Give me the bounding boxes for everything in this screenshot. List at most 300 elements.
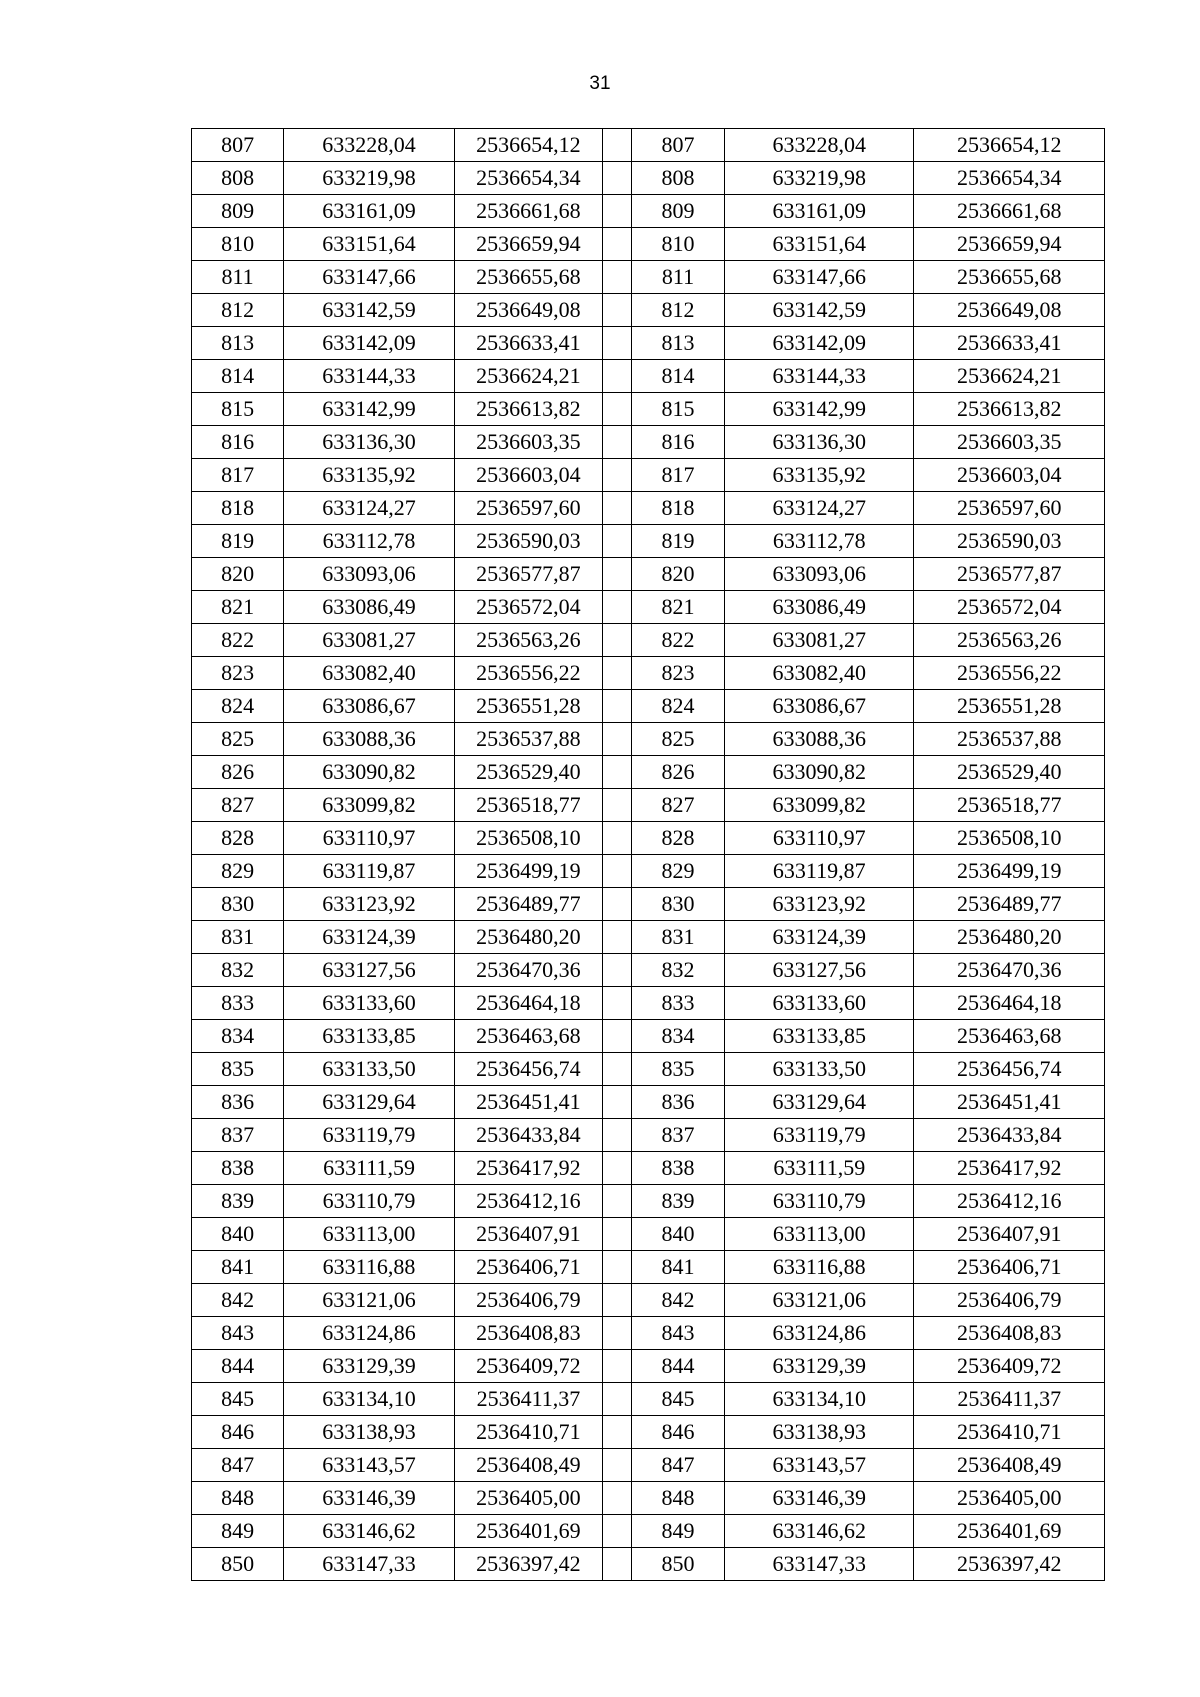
point-number-cell: 839 — [192, 1185, 284, 1218]
x-coordinate-cell: 633138,93 — [284, 1416, 455, 1449]
x-coordinate-cell: 633147,33 — [725, 1548, 914, 1581]
separator-cell — [602, 921, 631, 954]
y-coordinate-cell: 2536408,49 — [914, 1449, 1105, 1482]
point-number-cell: 815 — [631, 393, 724, 426]
y-coordinate-cell: 2536409,72 — [454, 1350, 602, 1383]
point-number-cell: 816 — [192, 426, 284, 459]
point-number-cell: 837 — [631, 1119, 724, 1152]
y-coordinate-cell: 2536624,21 — [454, 360, 602, 393]
x-coordinate-cell: 633121,06 — [284, 1284, 455, 1317]
y-coordinate-cell: 2536624,21 — [914, 360, 1105, 393]
x-coordinate-cell: 633228,04 — [284, 129, 455, 162]
x-coordinate-cell: 633113,00 — [284, 1218, 455, 1251]
page-number: 31 — [589, 73, 611, 94]
point-number-cell: 819 — [192, 525, 284, 558]
separator-cell — [602, 690, 631, 723]
table-row — [192, 1053, 1105, 1086]
point-number-cell: 817 — [192, 459, 284, 492]
point-number-cell: 832 — [192, 954, 284, 987]
point-number-cell: 807 — [192, 129, 284, 162]
y-coordinate-cell: 2536661,68 — [454, 195, 602, 228]
table-row — [192, 1317, 1105, 1350]
x-coordinate-cell: 633123,92 — [284, 888, 455, 921]
y-coordinate-cell: 2536563,26 — [454, 624, 602, 657]
separator-cell — [602, 1416, 631, 1449]
y-coordinate-cell: 2536633,41 — [914, 327, 1105, 360]
y-coordinate-cell: 2536633,41 — [454, 327, 602, 360]
y-coordinate-cell: 2536464,18 — [454, 987, 602, 1020]
y-coordinate-cell: 2536577,87 — [454, 558, 602, 591]
y-coordinate-cell: 2536410,71 — [914, 1416, 1105, 1449]
x-coordinate-cell: 633142,09 — [725, 327, 914, 360]
point-number-cell: 824 — [631, 690, 724, 723]
y-coordinate-cell: 2536649,08 — [914, 294, 1105, 327]
point-number-cell: 808 — [631, 162, 724, 195]
x-coordinate-cell: 633133,60 — [284, 987, 455, 1020]
point-number-cell: 818 — [631, 492, 724, 525]
y-coordinate-cell: 2536654,12 — [454, 129, 602, 162]
table-row — [192, 1383, 1105, 1416]
point-number-cell: 819 — [631, 525, 724, 558]
separator-cell — [602, 855, 631, 888]
table-row — [192, 723, 1105, 756]
point-number-cell: 809 — [192, 195, 284, 228]
table-row — [192, 789, 1105, 822]
separator-cell — [602, 888, 631, 921]
table-row — [192, 690, 1105, 723]
x-coordinate-cell: 633151,64 — [725, 228, 914, 261]
y-coordinate-cell: 2536408,49 — [454, 1449, 602, 1482]
table-row — [192, 1218, 1105, 1251]
table-row — [192, 1284, 1105, 1317]
x-coordinate-cell: 633124,39 — [284, 921, 455, 954]
y-coordinate-cell: 2536405,00 — [454, 1482, 602, 1515]
x-coordinate-cell: 633127,56 — [284, 954, 455, 987]
x-coordinate-cell: 633119,79 — [725, 1119, 914, 1152]
point-number-cell: 821 — [192, 591, 284, 624]
y-coordinate-cell: 2536590,03 — [454, 525, 602, 558]
point-number-cell: 814 — [631, 360, 724, 393]
y-coordinate-cell: 2536556,22 — [914, 657, 1105, 690]
y-coordinate-cell: 2536529,40 — [914, 756, 1105, 789]
x-coordinate-cell: 633136,30 — [725, 426, 914, 459]
separator-cell — [602, 1317, 631, 1350]
point-number-cell: 845 — [631, 1383, 724, 1416]
point-number-cell: 841 — [192, 1251, 284, 1284]
x-coordinate-cell: 633088,36 — [725, 723, 914, 756]
x-coordinate-cell: 633161,09 — [725, 195, 914, 228]
separator-cell — [602, 558, 631, 591]
point-number-cell: 828 — [192, 822, 284, 855]
table-row — [192, 1548, 1105, 1581]
table-row — [192, 987, 1105, 1020]
x-coordinate-cell: 633133,85 — [284, 1020, 455, 1053]
y-coordinate-cell: 2536655,68 — [914, 261, 1105, 294]
x-coordinate-cell: 633119,87 — [284, 855, 455, 888]
y-coordinate-cell: 2536508,10 — [454, 822, 602, 855]
point-number-cell: 833 — [631, 987, 724, 1020]
x-coordinate-cell: 633090,82 — [284, 756, 455, 789]
y-coordinate-cell: 2536499,19 — [454, 855, 602, 888]
point-number-cell: 848 — [631, 1482, 724, 1515]
x-coordinate-cell: 633086,49 — [284, 591, 455, 624]
point-number-cell: 850 — [192, 1548, 284, 1581]
point-number-cell: 832 — [631, 954, 724, 987]
separator-cell — [602, 1053, 631, 1086]
table-row — [192, 855, 1105, 888]
y-coordinate-cell: 2536463,68 — [454, 1020, 602, 1053]
point-number-cell: 826 — [192, 756, 284, 789]
x-coordinate-cell: 633146,39 — [725, 1482, 914, 1515]
x-coordinate-cell: 633119,87 — [725, 855, 914, 888]
separator-cell — [602, 1449, 631, 1482]
separator-cell — [602, 657, 631, 690]
x-coordinate-cell: 633127,56 — [725, 954, 914, 987]
x-coordinate-cell: 633093,06 — [284, 558, 455, 591]
y-coordinate-cell: 2536406,79 — [454, 1284, 602, 1317]
table-row — [192, 1416, 1105, 1449]
x-coordinate-cell: 633144,33 — [284, 360, 455, 393]
point-number-cell: 822 — [631, 624, 724, 657]
y-coordinate-cell: 2536409,72 — [914, 1350, 1105, 1383]
separator-cell — [602, 591, 631, 624]
y-coordinate-cell: 2536410,71 — [454, 1416, 602, 1449]
x-coordinate-cell: 633099,82 — [284, 789, 455, 822]
y-coordinate-cell: 2536529,40 — [454, 756, 602, 789]
point-number-cell: 849 — [631, 1515, 724, 1548]
x-coordinate-cell: 633110,79 — [725, 1185, 914, 1218]
separator-cell — [602, 162, 631, 195]
point-number-cell: 837 — [192, 1119, 284, 1152]
y-coordinate-cell: 2536405,00 — [914, 1482, 1105, 1515]
y-coordinate-cell: 2536603,35 — [914, 426, 1105, 459]
x-coordinate-cell: 633228,04 — [725, 129, 914, 162]
table-row — [192, 954, 1105, 987]
separator-cell — [602, 360, 631, 393]
table-row — [192, 294, 1105, 327]
x-coordinate-cell: 633135,92 — [725, 459, 914, 492]
point-number-cell: 807 — [631, 129, 724, 162]
y-coordinate-cell: 2536407,91 — [914, 1218, 1105, 1251]
table-row — [192, 1350, 1105, 1383]
separator-cell — [602, 1119, 631, 1152]
table-row — [192, 327, 1105, 360]
point-number-cell: 821 — [631, 591, 724, 624]
table-row — [192, 1020, 1105, 1053]
point-number-cell: 839 — [631, 1185, 724, 1218]
y-coordinate-cell: 2536613,82 — [454, 393, 602, 426]
x-coordinate-cell: 633147,33 — [284, 1548, 455, 1581]
x-coordinate-cell: 633146,62 — [284, 1515, 455, 1548]
table-row — [192, 525, 1105, 558]
x-coordinate-cell: 633142,59 — [284, 294, 455, 327]
x-coordinate-cell: 633142,09 — [284, 327, 455, 360]
separator-cell — [602, 195, 631, 228]
point-number-cell: 842 — [631, 1284, 724, 1317]
x-coordinate-cell: 633086,67 — [284, 690, 455, 723]
x-coordinate-cell: 633129,64 — [725, 1086, 914, 1119]
y-coordinate-cell: 2536649,08 — [454, 294, 602, 327]
point-number-cell: 843 — [631, 1317, 724, 1350]
table-row — [192, 1119, 1105, 1152]
table-row — [192, 1185, 1105, 1218]
x-coordinate-cell: 633111,59 — [284, 1152, 455, 1185]
table-row — [192, 129, 1105, 162]
y-coordinate-cell: 2536603,35 — [454, 426, 602, 459]
point-number-cell: 829 — [192, 855, 284, 888]
point-number-cell: 825 — [631, 723, 724, 756]
table-row — [192, 756, 1105, 789]
x-coordinate-cell: 633112,78 — [725, 525, 914, 558]
x-coordinate-cell: 633144,33 — [725, 360, 914, 393]
y-coordinate-cell: 2536480,20 — [454, 921, 602, 954]
y-coordinate-cell: 2536551,28 — [454, 690, 602, 723]
point-number-cell: 838 — [192, 1152, 284, 1185]
table-row — [192, 195, 1105, 228]
x-coordinate-cell: 633143,57 — [725, 1449, 914, 1482]
separator-cell — [602, 261, 631, 294]
point-number-cell: 831 — [631, 921, 724, 954]
y-coordinate-cell: 2536401,69 — [454, 1515, 602, 1548]
point-number-cell: 826 — [631, 756, 724, 789]
y-coordinate-cell: 2536407,91 — [454, 1218, 602, 1251]
table-row — [192, 1515, 1105, 1548]
y-coordinate-cell: 2536451,41 — [914, 1086, 1105, 1119]
y-coordinate-cell: 2536406,79 — [914, 1284, 1105, 1317]
x-coordinate-cell: 633219,98 — [284, 162, 455, 195]
table-row — [192, 426, 1105, 459]
x-coordinate-cell: 633135,92 — [284, 459, 455, 492]
y-coordinate-cell: 2536412,16 — [454, 1185, 602, 1218]
point-number-cell: 820 — [192, 558, 284, 591]
point-number-cell: 844 — [192, 1350, 284, 1383]
x-coordinate-cell: 633136,30 — [284, 426, 455, 459]
point-number-cell: 820 — [631, 558, 724, 591]
table-row — [192, 1482, 1105, 1515]
table-row — [192, 261, 1105, 294]
y-coordinate-cell: 2536408,83 — [454, 1317, 602, 1350]
x-coordinate-cell: 633110,79 — [284, 1185, 455, 1218]
y-coordinate-cell: 2536597,60 — [914, 492, 1105, 525]
y-coordinate-cell: 2536661,68 — [914, 195, 1105, 228]
separator-cell — [602, 228, 631, 261]
x-coordinate-cell: 633129,39 — [725, 1350, 914, 1383]
separator-cell — [602, 954, 631, 987]
separator-cell — [602, 327, 631, 360]
y-coordinate-cell: 2536613,82 — [914, 393, 1105, 426]
point-number-cell: 823 — [192, 657, 284, 690]
separator-cell — [602, 492, 631, 525]
y-coordinate-cell: 2536401,69 — [914, 1515, 1105, 1548]
y-coordinate-cell: 2536499,19 — [914, 855, 1105, 888]
x-coordinate-cell: 633161,09 — [284, 195, 455, 228]
point-number-cell: 847 — [631, 1449, 724, 1482]
x-coordinate-cell: 633147,66 — [284, 261, 455, 294]
x-coordinate-cell: 633124,27 — [284, 492, 455, 525]
separator-cell — [602, 1383, 631, 1416]
table-row — [192, 591, 1105, 624]
point-number-cell: 809 — [631, 195, 724, 228]
x-coordinate-cell: 633146,39 — [284, 1482, 455, 1515]
point-number-cell: 846 — [631, 1416, 724, 1449]
point-number-cell: 844 — [631, 1350, 724, 1383]
point-number-cell: 847 — [192, 1449, 284, 1482]
point-number-cell: 846 — [192, 1416, 284, 1449]
y-coordinate-cell: 2536417,92 — [454, 1152, 602, 1185]
separator-cell — [602, 822, 631, 855]
separator-cell — [602, 1185, 631, 1218]
separator-cell — [602, 1284, 631, 1317]
x-coordinate-cell: 633081,27 — [725, 624, 914, 657]
x-coordinate-cell: 633124,86 — [284, 1317, 455, 1350]
y-coordinate-cell: 2536590,03 — [914, 525, 1105, 558]
y-coordinate-cell: 2536433,84 — [454, 1119, 602, 1152]
point-number-cell: 811 — [631, 261, 724, 294]
y-coordinate-cell: 2536603,04 — [454, 459, 602, 492]
y-coordinate-cell: 2536406,71 — [914, 1251, 1105, 1284]
x-coordinate-cell: 633119,79 — [284, 1119, 455, 1152]
table-row — [192, 921, 1105, 954]
separator-cell — [602, 1350, 631, 1383]
point-number-cell: 818 — [192, 492, 284, 525]
x-coordinate-cell: 633113,00 — [725, 1218, 914, 1251]
point-number-cell: 830 — [631, 888, 724, 921]
point-number-cell: 830 — [192, 888, 284, 921]
y-coordinate-cell: 2536463,68 — [914, 1020, 1105, 1053]
table-row — [192, 162, 1105, 195]
point-number-cell: 829 — [631, 855, 724, 888]
y-coordinate-cell: 2536572,04 — [914, 591, 1105, 624]
y-coordinate-cell: 2536518,77 — [914, 789, 1105, 822]
point-number-cell: 810 — [631, 228, 724, 261]
point-number-cell: 835 — [192, 1053, 284, 1086]
y-coordinate-cell: 2536456,74 — [454, 1053, 602, 1086]
x-coordinate-cell: 633129,39 — [284, 1350, 455, 1383]
x-coordinate-cell: 633086,49 — [725, 591, 914, 624]
point-number-cell: 817 — [631, 459, 724, 492]
x-coordinate-cell: 633142,99 — [284, 393, 455, 426]
x-coordinate-cell: 633123,92 — [725, 888, 914, 921]
y-coordinate-cell: 2536659,94 — [454, 228, 602, 261]
separator-cell — [602, 393, 631, 426]
point-number-cell: 840 — [192, 1218, 284, 1251]
separator-cell — [602, 459, 631, 492]
x-coordinate-cell: 633099,82 — [725, 789, 914, 822]
point-number-cell: 816 — [631, 426, 724, 459]
separator-cell — [602, 129, 631, 162]
point-number-cell: 814 — [192, 360, 284, 393]
separator-cell — [602, 426, 631, 459]
x-coordinate-cell: 633129,64 — [284, 1086, 455, 1119]
point-number-cell: 834 — [192, 1020, 284, 1053]
x-coordinate-cell: 633219,98 — [725, 162, 914, 195]
table-row — [192, 459, 1105, 492]
point-number-cell: 812 — [192, 294, 284, 327]
x-coordinate-cell: 633090,82 — [725, 756, 914, 789]
y-coordinate-cell: 2536518,77 — [454, 789, 602, 822]
y-coordinate-cell: 2536456,74 — [914, 1053, 1105, 1086]
y-coordinate-cell: 2536489,77 — [454, 888, 602, 921]
x-coordinate-cell: 633143,57 — [284, 1449, 455, 1482]
x-coordinate-cell: 633110,97 — [284, 822, 455, 855]
x-coordinate-cell: 633138,93 — [725, 1416, 914, 1449]
x-coordinate-cell: 633124,86 — [725, 1317, 914, 1350]
point-number-cell: 828 — [631, 822, 724, 855]
table-row — [192, 558, 1105, 591]
x-coordinate-cell: 633116,88 — [284, 1251, 455, 1284]
point-number-cell: 827 — [192, 789, 284, 822]
table-row — [192, 393, 1105, 426]
point-number-cell: 815 — [192, 393, 284, 426]
y-coordinate-cell: 2536556,22 — [454, 657, 602, 690]
point-number-cell: 850 — [631, 1548, 724, 1581]
x-coordinate-cell: 633111,59 — [725, 1152, 914, 1185]
point-number-cell: 823 — [631, 657, 724, 690]
y-coordinate-cell: 2536417,92 — [914, 1152, 1105, 1185]
y-coordinate-cell: 2536654,34 — [454, 162, 602, 195]
y-coordinate-cell: 2536397,42 — [454, 1548, 602, 1581]
point-number-cell: 836 — [631, 1086, 724, 1119]
y-coordinate-cell: 2536411,37 — [454, 1383, 602, 1416]
separator-cell — [602, 1086, 631, 1119]
table-row — [192, 228, 1105, 261]
point-number-cell: 834 — [631, 1020, 724, 1053]
point-number-cell: 822 — [192, 624, 284, 657]
y-coordinate-cell: 2536464,18 — [914, 987, 1105, 1020]
y-coordinate-cell: 2536489,77 — [914, 888, 1105, 921]
separator-cell — [602, 987, 631, 1020]
y-coordinate-cell: 2536470,36 — [454, 954, 602, 987]
y-coordinate-cell: 2536659,94 — [914, 228, 1105, 261]
y-coordinate-cell: 2536655,68 — [454, 261, 602, 294]
point-number-cell: 845 — [192, 1383, 284, 1416]
x-coordinate-cell: 633112,78 — [284, 525, 455, 558]
x-coordinate-cell: 633081,27 — [284, 624, 455, 657]
point-number-cell: 813 — [192, 327, 284, 360]
table-row — [192, 1086, 1105, 1119]
table-row — [192, 1251, 1105, 1284]
point-number-cell: 835 — [631, 1053, 724, 1086]
x-coordinate-cell: 633133,50 — [284, 1053, 455, 1086]
point-number-cell: 842 — [192, 1284, 284, 1317]
y-coordinate-cell: 2536480,20 — [914, 921, 1105, 954]
coordinates-table-body — [192, 129, 1105, 1581]
x-coordinate-cell: 633134,10 — [725, 1383, 914, 1416]
x-coordinate-cell: 633142,59 — [725, 294, 914, 327]
separator-cell — [602, 1251, 631, 1284]
separator-cell — [602, 294, 631, 327]
table-row — [192, 657, 1105, 690]
point-number-cell: 811 — [192, 261, 284, 294]
y-coordinate-cell: 2536433,84 — [914, 1119, 1105, 1152]
point-number-cell: 827 — [631, 789, 724, 822]
x-coordinate-cell: 633110,97 — [725, 822, 914, 855]
point-number-cell: 810 — [192, 228, 284, 261]
separator-cell — [602, 1482, 631, 1515]
coordinates-table — [191, 128, 1105, 1581]
y-coordinate-cell: 2536551,28 — [914, 690, 1105, 723]
y-coordinate-cell: 2536508,10 — [914, 822, 1105, 855]
x-coordinate-cell: 633124,27 — [725, 492, 914, 525]
separator-cell — [602, 525, 631, 558]
point-number-cell: 813 — [631, 327, 724, 360]
point-number-cell: 808 — [192, 162, 284, 195]
y-coordinate-cell: 2536603,04 — [914, 459, 1105, 492]
y-coordinate-cell: 2536397,42 — [914, 1548, 1105, 1581]
x-coordinate-cell: 633086,67 — [725, 690, 914, 723]
x-coordinate-cell: 633147,66 — [725, 261, 914, 294]
x-coordinate-cell: 633151,64 — [284, 228, 455, 261]
